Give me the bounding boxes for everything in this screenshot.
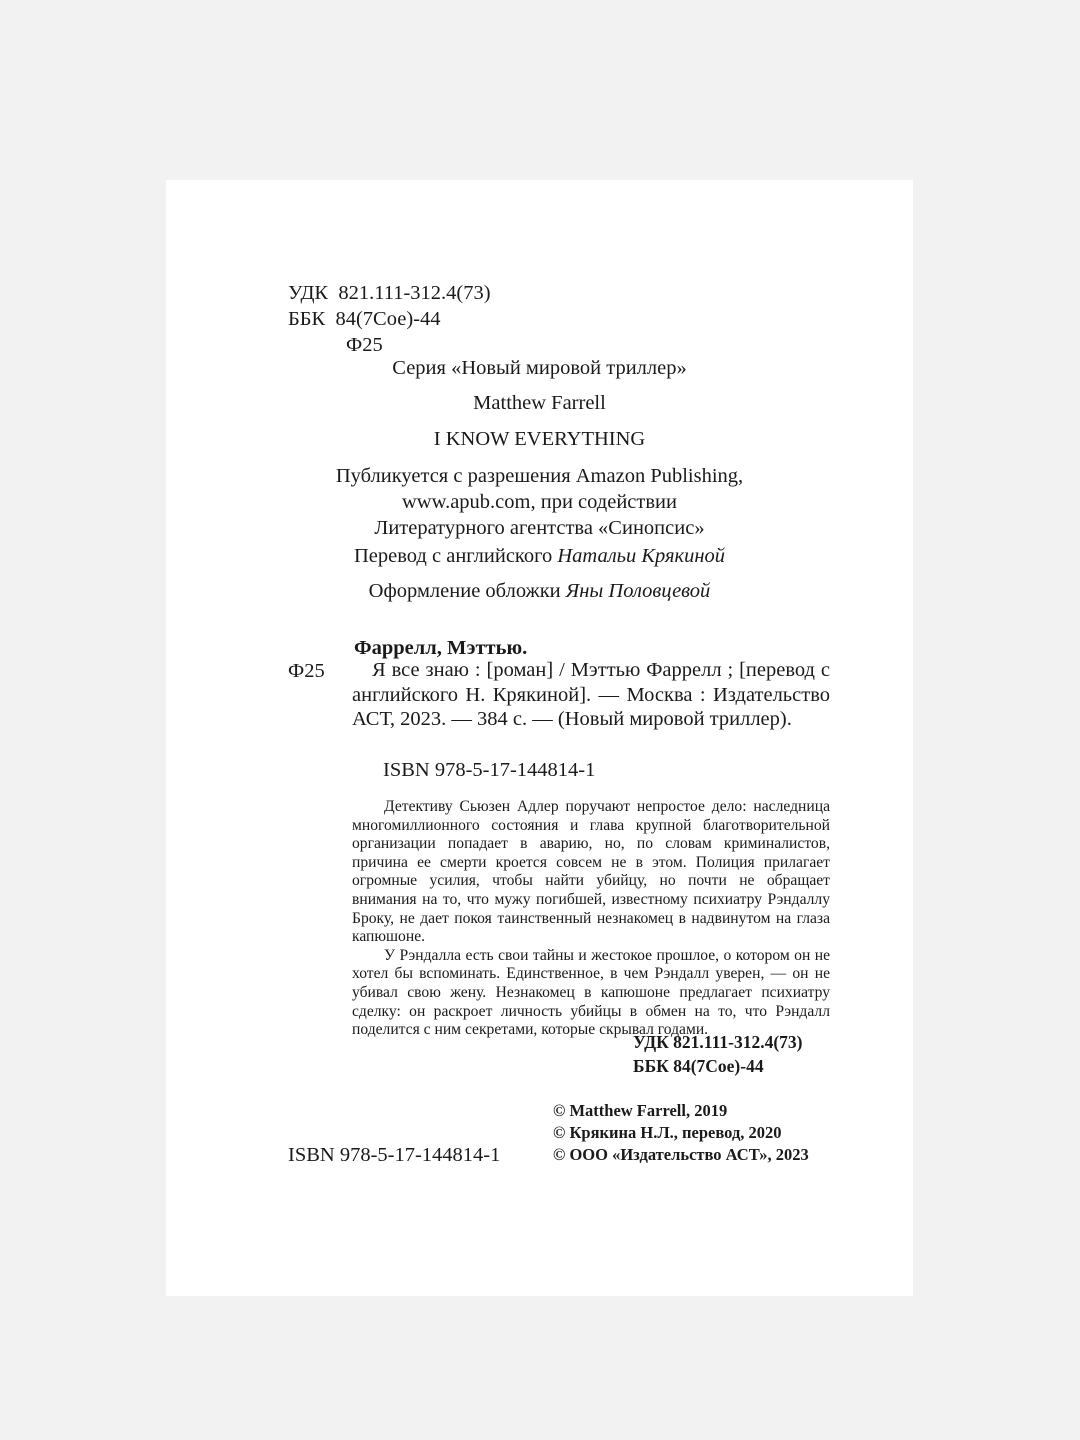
copyright-page: [166, 180, 913, 1296]
author-mark-top: Ф25: [346, 334, 383, 356]
copyright-line: © Крякина Н.Л., перевод, 2020: [553, 1123, 782, 1142]
annotation-paragraph: У Рэндалла есть свои тайны и жестокое прошлое, о котором он не хотел бы вспоминать. Единственное, в чем Рэндалл уверен, — он не убивал свою жену. Незнакомец в капюшоне предлагает психиатру сделку: он раскроет личность убийцы в обмен на то, что Рэндалл поделится с ним секретами, которые скрывал годами.: [352, 946, 830, 1039]
original-author: Matthew Farrell: [473, 392, 606, 414]
cover-design-prefix: Оформление обложки: [368, 580, 566, 602]
copyright-line: © ООО «Издательство АСТ», 2023: [553, 1145, 809, 1164]
translation-credit: [166, 543, 913, 569]
annotation-paragraph: Детективу Сьюзен Адлер поручают непростое дело: наследница многомиллионного состояния и глава крупной благотворительной организации попадает в аварию, но, по словам криминалистов, причина ее смерти кроется совсем не в этом. Полиция прилагает огромные усилия, чтобы найти убийцу, но почти не обращает внимания на то, что мужу погибшей, известному психиатру Рэндаллу Броку, не дает покоя таинственный незнакомец в надвинутом на глаза капюшоне.: [352, 798, 830, 946]
udk-value: 821.111-312.4(73): [338, 282, 491, 304]
copyright-block: [553, 1100, 809, 1166]
rights-block: [166, 463, 913, 541]
author-mark-bib: Ф25: [288, 660, 325, 682]
udk-line: [288, 280, 491, 306]
bbk-label: ББК: [288, 308, 326, 330]
rights-line: Публикуется с разрешения Amazon Publishing,: [335, 465, 744, 487]
isbn-footer: ISBN 978-5-17-144814-1: [288, 1144, 501, 1166]
bibliographic-entry: Я все знаю : [роман] / Мэттью Фаррелл ; [перевод с английского Н. Крякиной]. — Москва : Издательство АСТ, 2023. — 384 с. — (Новый мировой триллер).: [352, 659, 830, 731]
translation-prefix: Перевод с английского: [353, 545, 558, 567]
rights-line: www.apub.com, при содействии: [402, 491, 677, 513]
cover-design-credit: [166, 578, 913, 604]
cover-designer-name: Яны Половцевой: [565, 580, 711, 602]
bbk-line: [288, 306, 440, 332]
bottom-udk: УДК 821.111-312.4(73): [633, 1032, 803, 1052]
series-line: Серия «Новый мировой триллер»: [392, 357, 687, 379]
udk-label: УДК: [288, 282, 329, 304]
copyright-line: © Matthew Farrell, 2019: [553, 1101, 728, 1120]
bibliographic-isbn: ISBN 978-5-17-144814-1: [383, 759, 596, 781]
bottom-bbk: ББК 84(7Сое)-44: [633, 1056, 764, 1076]
annotation: [352, 798, 830, 1040]
bbk-value: 84(7Сое)-44: [335, 308, 441, 330]
original-title: I KNOW EVERYTHING: [433, 428, 646, 450]
bibliographic-heading: Фаррелл, Мэттью.: [354, 637, 528, 659]
rights-line: Литературного агентства «Синопсис»: [374, 517, 705, 539]
translator-name: Натальи Крякиной: [557, 545, 726, 567]
